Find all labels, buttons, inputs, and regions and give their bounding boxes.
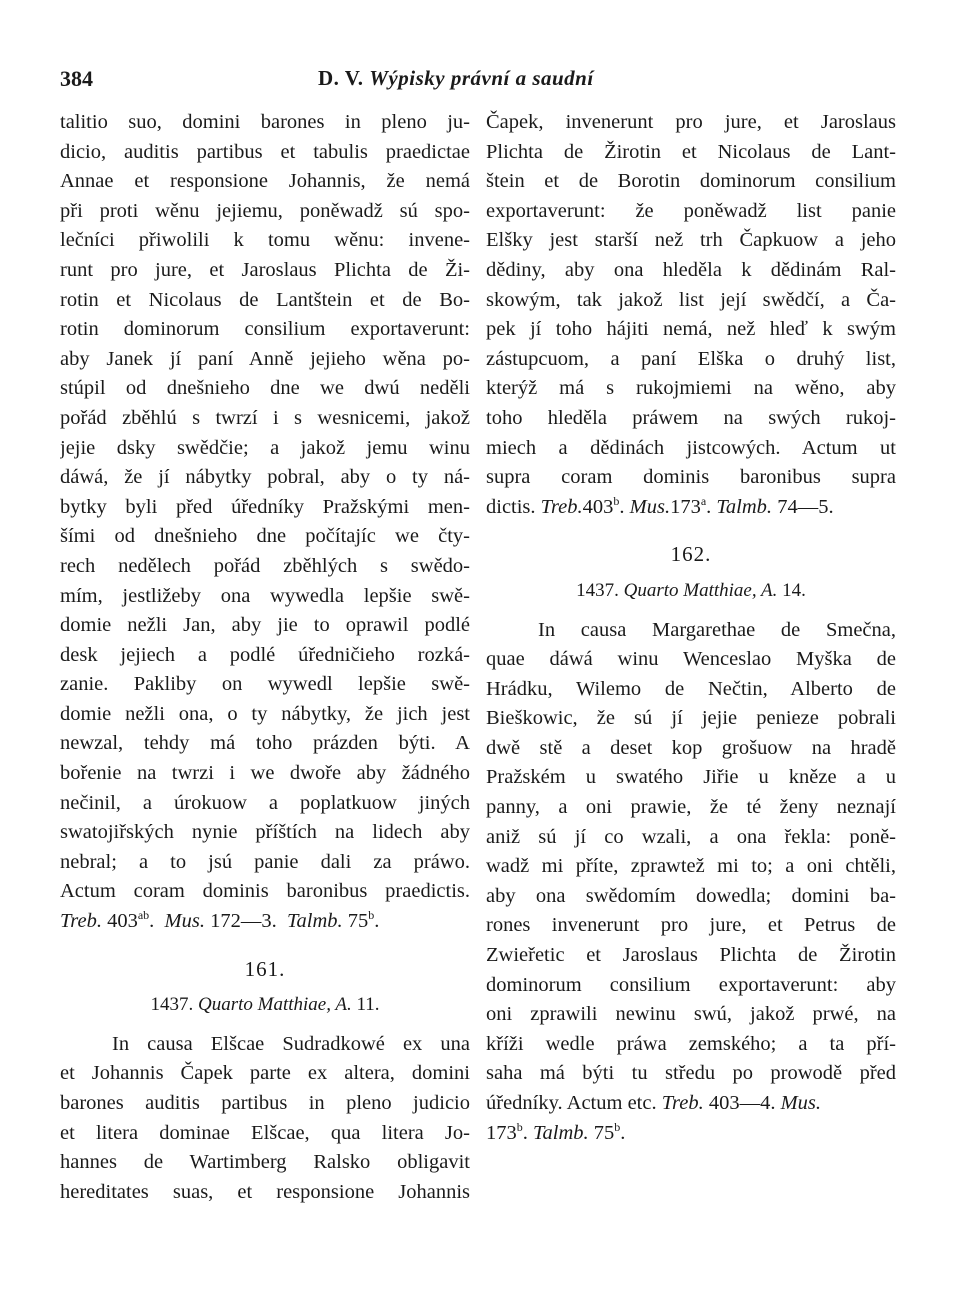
left-column bbox=[60, 108, 470, 1207]
text-line: toho hleděla práwem na swých rukoj- bbox=[486, 406, 896, 429]
ref-mus-sup: a bbox=[700, 493, 707, 508]
page-number: 384 bbox=[60, 66, 93, 91]
entry-date-162 bbox=[486, 576, 896, 606]
text-line: swatojiřských nynie příštích na lidech aby bbox=[60, 821, 470, 844]
text-line: rones invenerunt pro jure, et Petrus de bbox=[486, 914, 896, 937]
text-line: Elšky jest starší než trh Čapkuow a jeho bbox=[486, 229, 896, 252]
ref-treb: Treb. bbox=[60, 910, 102, 933]
text-line: dwě stě a deset kop grošuow na hradě bbox=[486, 736, 896, 759]
running-head bbox=[60, 66, 900, 96]
ref-mus: Mus. bbox=[780, 1092, 822, 1114]
entry-date-161-num: 11. bbox=[356, 994, 380, 1016]
text-line: mím, jestližeby ona wywedla lepšie swě- bbox=[60, 584, 470, 607]
text-line: barones auditis partibus in pleno judicio bbox=[60, 1092, 470, 1114]
text-line: pořád zběhlú s twrzí i s wesnicemi, jakož bbox=[60, 406, 470, 429]
text-line: miech a dědinách jistcowých. Actum ut bbox=[486, 436, 896, 459]
left-column-text bbox=[60, 108, 470, 907]
text-line: Hrádku, Wilemo de Nečtin, Alberto de bbox=[486, 677, 896, 700]
text-line: Plichta de Žirotin et Nicolaus de Lant- bbox=[486, 140, 896, 163]
right-column-text bbox=[486, 108, 896, 493]
left-reference-line: Treb. $403^{ab}$. Mus. 172—3. Talmb. 75$^b$. bbox=[60, 908, 380, 933]
text-line: aniž sú jí co wzali, a ona řekla: poně- bbox=[486, 825, 896, 848]
text-line: et Johannis Čapek parte ex altera, domini bbox=[60, 1062, 470, 1085]
text-line: aby ona swědomím dowedla; domini ba- bbox=[486, 884, 896, 907]
text-line: Pražském u swatého Jiřie u kněze a u bbox=[486, 766, 896, 789]
right-reference-line: dictis. Treb.403$^b$. Mus.173$^a$. Talmb. 74—5. bbox=[486, 493, 834, 518]
text-line: Zwieřetic et Jaroslaus Plichta de Žirotin bbox=[486, 944, 896, 967]
text-line: hannes de Wartimberg Ralsko obligavit bbox=[60, 1151, 470, 1174]
ref-talmb: Talmb. bbox=[716, 495, 773, 518]
ref-treb-num: 403—4. bbox=[708, 1092, 776, 1114]
text-line: zanie. Pakliby on wywedl lepšie swě- bbox=[60, 673, 470, 696]
text-line: wadž mi příte, zprawtež mi to; a oni chtěli, bbox=[486, 855, 896, 878]
ref-mus-sup: b bbox=[516, 1119, 523, 1134]
text-line: oni zprawili newinu swú, jakož prwé, na bbox=[486, 1003, 896, 1026]
text-line: exportaverunt: že poněwadž list panie bbox=[486, 199, 896, 222]
text-line: šími od dnešnieho dne počítajíc we čty- bbox=[60, 525, 470, 548]
text-line: quae dáwá winu Wenceslao Myška de bbox=[486, 648, 896, 671]
text-line: nečinil, a úrokuow a poplatkuow jiných bbox=[60, 791, 470, 814]
ref-prefix: dictis. bbox=[486, 495, 536, 518]
text-line: Čapek, invenerunt pro jure, et Jaroslaus bbox=[486, 111, 896, 133]
entry-161-text bbox=[60, 1030, 470, 1208]
text-line: Bieškowic, že sú jí jejie penieze pobrali bbox=[486, 707, 896, 730]
entry-date-161-year: 1437. bbox=[150, 994, 194, 1016]
text-line: domie nežli Jan, aby jie to oprawil podlé bbox=[60, 614, 470, 637]
text-line: desk jejiech a podlé úředničieho rozká- bbox=[60, 643, 470, 666]
text-line: štein et de Borotin dominorum consilium bbox=[486, 170, 896, 193]
text-line: runt pro jure, et Jaroslaus Plichta de Ži- bbox=[60, 258, 470, 281]
entry-date-162-year: 1437. bbox=[576, 579, 619, 601]
ref-treb-sup: ab bbox=[137, 908, 150, 923]
text-line: dicio, auditis partibus et tabulis praedictae bbox=[60, 140, 470, 163]
text-line: supra coram dominis baronibus supra bbox=[486, 466, 896, 489]
text-line: bytky byli před úředníky Pražskými men- bbox=[60, 495, 470, 518]
ref-talmb-sup: b bbox=[368, 908, 375, 923]
ref-treb-num: 403 bbox=[582, 495, 614, 518]
ref-mus: Mus. bbox=[164, 910, 205, 933]
ref-mus-num: 173 bbox=[486, 1121, 517, 1144]
ref-treb: Treb. bbox=[661, 1092, 704, 1114]
text-line: rotin dominorum consilium exportaverunt: bbox=[60, 318, 470, 341]
text-line: hereditates suas, et responsione Johannis bbox=[60, 1180, 470, 1203]
entry-date-162-num: 14. bbox=[782, 579, 806, 601]
text-line: rech nedělech pořád zběhlých s swědo- bbox=[60, 554, 470, 577]
right-column bbox=[486, 108, 896, 1148]
text-line: In causa Elšcae Sudradkowé ex una bbox=[112, 1032, 470, 1055]
header-section: D. V. bbox=[318, 66, 364, 90]
ref-mus-num: 173 bbox=[670, 495, 701, 518]
text-line: Actum coram dominis baronibus praedictis. bbox=[60, 880, 470, 903]
text-line: saha má býti tu středu po prowodě před bbox=[486, 1062, 896, 1085]
ref-talmb-num: 75 bbox=[347, 910, 369, 933]
text-line: domie nežli ona, o ty nábytky, že jich jest bbox=[60, 702, 470, 725]
text-line: Annae et responsione Johannis, že nemá bbox=[60, 170, 470, 193]
text-line: et litera dominae Elšcae, qua litera Jo- bbox=[60, 1121, 470, 1144]
ref-talmb-sup: b bbox=[614, 1119, 621, 1134]
text-line: kterýž má s rukojmiemi na wěno, aby bbox=[486, 377, 896, 400]
text-line: nebral; a to jsú panie dali za práwo. bbox=[60, 850, 470, 873]
entry-date-161 bbox=[60, 990, 470, 1020]
ref-talmb: Talmb. bbox=[533, 1121, 589, 1144]
header-title-text: Wýpisky právní a saudní bbox=[369, 66, 594, 90]
text-line: panny, a oni prawie, že té ženy neznají bbox=[486, 796, 896, 819]
text-line: rotin et Nicolaus de Lantštein et de Bo- bbox=[60, 288, 470, 311]
text-line: aby Janek jí paní Anně jejieho wěna po- bbox=[60, 347, 470, 370]
text-line: pek jí toho hájiti nemá, než hleď k swým bbox=[486, 318, 896, 341]
ref-mus-num: 172—3. bbox=[210, 910, 277, 933]
text-line: newzal, tehdy má toho prázden býti. A bbox=[60, 732, 470, 755]
ref-talmb-num: 75 bbox=[593, 1121, 615, 1144]
entry-162-reference-line bbox=[486, 1089, 896, 1119]
text-line: dáwá, že jí nábytky pobral, aby o ty ná- bbox=[60, 466, 470, 489]
entry-162-closing: úředníky. Actum etc. bbox=[486, 1092, 657, 1114]
text-line: skowým, tak jakož list její swědčí, a Ča- bbox=[486, 288, 896, 311]
text-line: jejie dsky swědčie; a jakož jemu winu bbox=[60, 436, 470, 459]
ref-treb: Treb. bbox=[540, 495, 583, 518]
header-title bbox=[318, 66, 594, 91]
entry-number-162: 162. bbox=[670, 542, 712, 567]
text-line: při proti wěnu jejiemu, poněwadž sú spo- bbox=[60, 199, 470, 222]
entry-162-text bbox=[486, 616, 896, 1090]
text-line: kříži wedle práwa zemského; a ta pří- bbox=[486, 1032, 896, 1055]
entry-number-161: 161. bbox=[244, 956, 286, 981]
ref-treb-sup: b bbox=[613, 493, 620, 508]
text-line: stúpil od dnešnieho dne we dwú neděli bbox=[60, 377, 470, 400]
ref-talmb-num: 74—5. bbox=[777, 495, 834, 518]
ref-talmb: Talmb. bbox=[286, 910, 343, 933]
text-line: bořenie na twrzi i we dwoře aby žádného bbox=[60, 762, 470, 785]
ref-treb-num: 403 bbox=[107, 910, 138, 933]
entry-162-reference-line-2: 173$^b$. Talmb. 75$^b$. bbox=[486, 1119, 626, 1144]
text-line: dědiny, aby ona hleděla k dědinám Ral- bbox=[486, 258, 896, 281]
ref-mus: Mus. bbox=[629, 495, 671, 518]
text-line: dominorum consilium exportaverunt: aby bbox=[486, 973, 896, 996]
text-line: lečníci přiwolili k tomu wěnu: invene- bbox=[60, 229, 470, 252]
entry-date-162-text: Quarto Matthiae, A. bbox=[623, 579, 778, 601]
text-line: In causa Margarethae de Smečna, bbox=[538, 618, 896, 641]
entry-date-161-text: Quarto Matthiae, A. bbox=[197, 994, 352, 1016]
text-line: zástupcuom, a paní Elška o druhý list, bbox=[486, 347, 896, 370]
text-line: talitio suo, domini barones in pleno ju- bbox=[60, 111, 470, 133]
